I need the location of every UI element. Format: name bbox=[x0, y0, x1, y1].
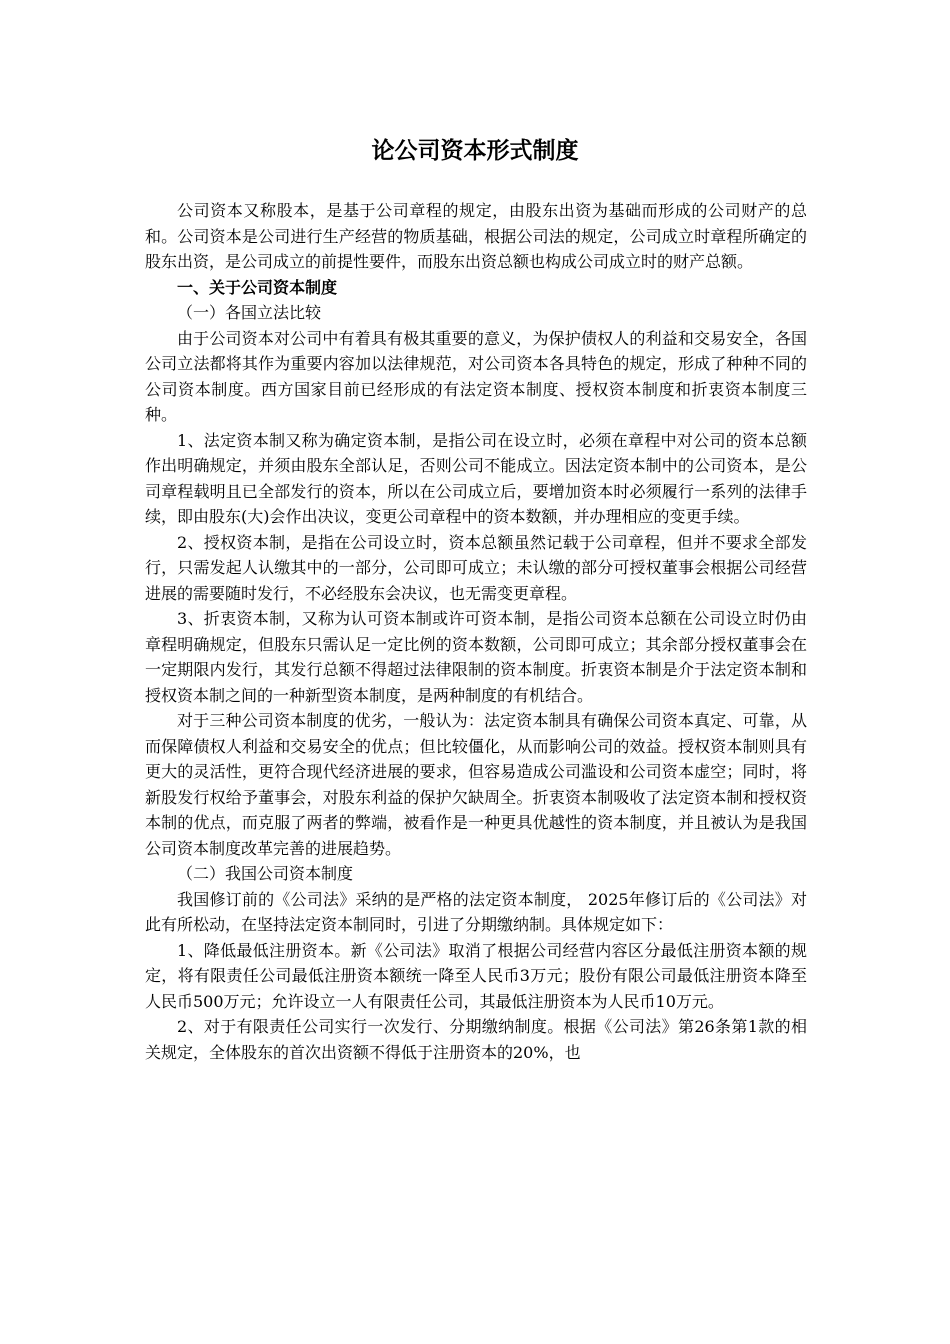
paragraph-intro: 公司资本又称股本，是基于公司章程的规定，由股东出资为基础而形成的公司财产的总和。公司资本是公司进行生产经营的物质基础，根据公司法的规定，公司成立时章程所确定的股东出资，是公司成立的前提性要件，而股东出资总额也构成公司成立时的财产总额。 bbox=[145, 201, 807, 271]
paragraph: 2、授权资本制，是指在公司设立时，资本总额虽然记载于公司章程，但并不要求全部发行，只需发起人认缴其中的一部分，公司即可成立；未认缴的部分可授权董事会根据公司经营进展的需要随时发行，不必经股东会决议，也无需变更章程。 bbox=[145, 532, 807, 603]
document-title: 论公司资本形式制度 bbox=[371, 138, 579, 164]
paragraph: 我国修订前的《公司法》采纳的是严格的法定资本制度， 2025年修订后的《公司法》对此有所松动，在坚持法定资本制同时，引进了分期缴纳制。具体规定如下： bbox=[145, 889, 807, 934]
paragraph: 1、降低最低注册资本。新《公司法》取消了根据公司经营内容区分最低注册资本额的规定，将有限责任公司最低注册资本额统一降至人民币3万元；股份有限公司最低注册资本降至人民币500万元；允许设立一人有限责任公司，其最低注册资本为人民币10万元。 bbox=[145, 940, 807, 1011]
paragraph: 1、法定资本制又称为确定资本制，是指公司在设立时，必须在章程中对公司的资本总额作出明确规定，并须由股东全部认足，否则公司不能成立。因法定资本制中的公司资本，是公司章程载明且已全部发行的资本，所以在公司成立后，要增加资本时必须履行一系列的法律手续，即由股东(大)会作出决议，变更公司章程中的资本数额，并办理相应的变更手续。 bbox=[145, 430, 807, 526]
paragraph: 由于公司资本对公司中有着具有极其重要的意义，为保护债权人的利益和交易安全，各国公司立法都将其作为重要内容加以法律规范，对公司资本各具特色的规定，形成了种种不同的公司资本制度。西方国家目前已经形成的有法定资本制度、授权资本制度和折衷资本制度三种。 bbox=[145, 328, 807, 424]
document-body bbox=[145, 198, 807, 1065]
subsection-heading-2: （二）我国公司资本制度 bbox=[177, 864, 354, 883]
paragraph: 2、对于有限责任公司实行一次发行、分期缴纳制度。根据《公司法》第26条第1款的相关规定，全体股东的首次出资额不得低于注册资本的20%，也 bbox=[145, 1017, 807, 1062]
paragraph: 3、折衷资本制，又称为认可资本制或许可资本制，是指公司资本总额在公司设立时仍由章程明确规定，但股东只需认足一定比例的资本数额，公司即可成立；其余部分授权董事会在一定期限内发行，其发行总额不得超过法律限制的资本制度。折衷资本制是介于法定资本制和授权资本制之间的一种新型资本制度，是两种制度的有机结合。 bbox=[145, 609, 807, 705]
paragraph: 对于三种公司资本制度的优劣，一般认为：法定资本制具有确保公司资本真定、可靠，从而保障债权人利益和交易安全的优点；但比较僵化，从而影响公司的效益。授权资本制则具有更大的灵活性，更符合现代经济进展的要求，但容易造成公司滥设和公司资本虚空；同时，将新股发行权给予董事会，对股东利益的保护欠缺周全。折衷资本制吸收了法定资本制和授权资本制的优点，而克服了两者的弊端，被看作是一种更具优越性的资本制度，并且被认为是我国公司资本制度改革完善的进展趋势。 bbox=[145, 711, 807, 858]
subsection-heading-1: （一）各国立法比较 bbox=[177, 303, 322, 322]
section-heading-1: 一、关于公司资本制度 bbox=[177, 277, 338, 297]
